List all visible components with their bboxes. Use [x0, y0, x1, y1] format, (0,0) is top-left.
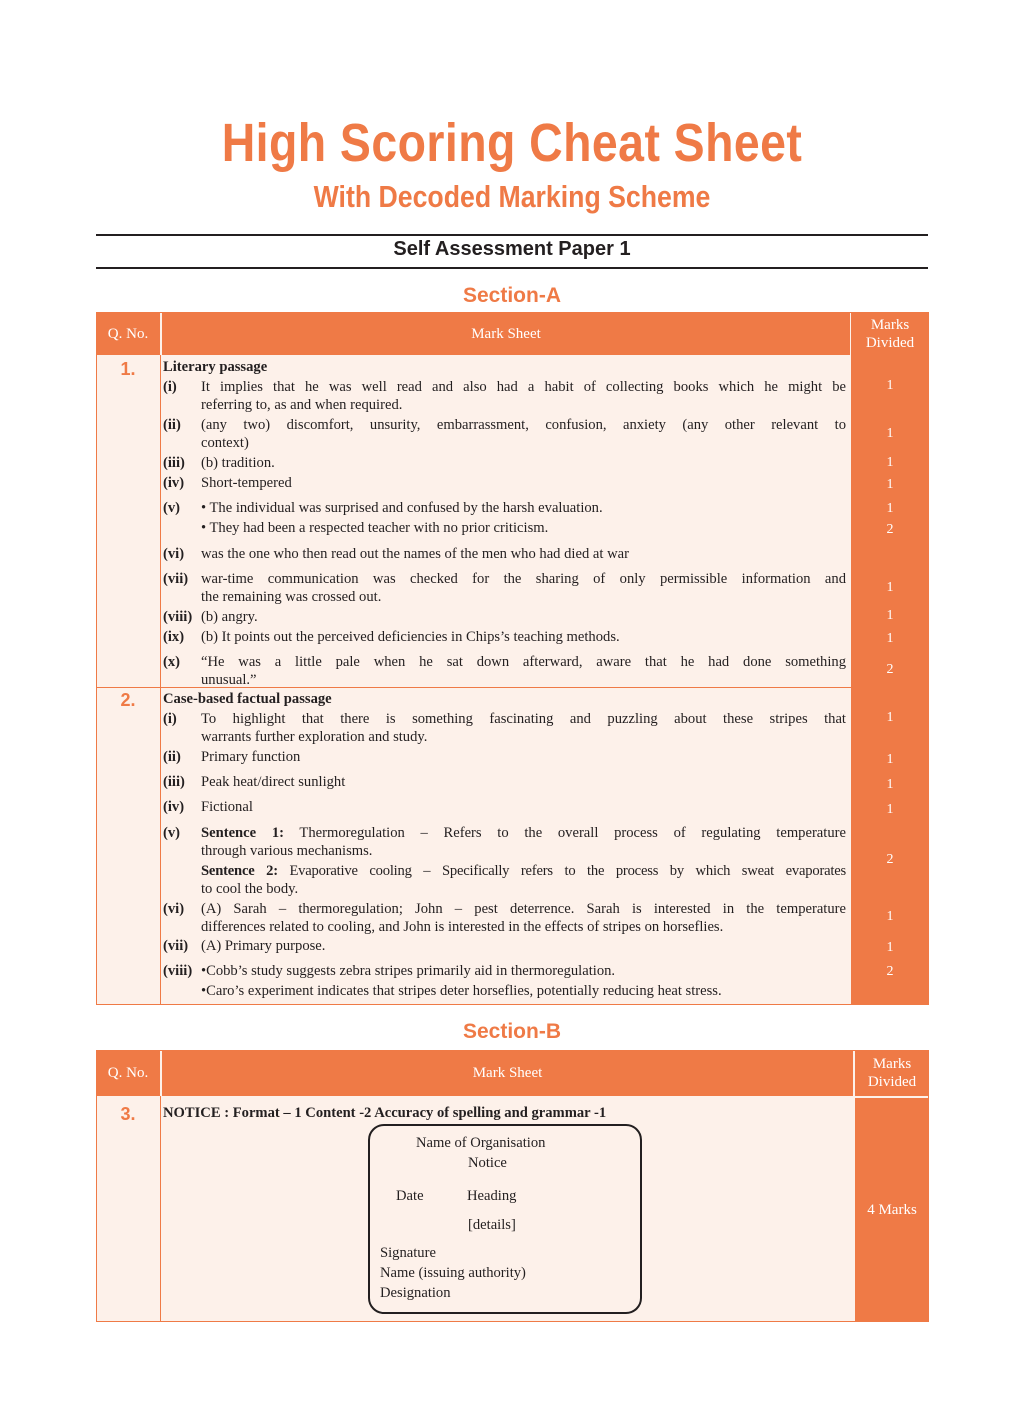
notice-signature: Signature — [380, 1245, 436, 1261]
item-mark: 1 — [886, 378, 894, 393]
question-number: 3. — [120, 1104, 136, 1124]
section-a-heading: Section-A — [462, 284, 561, 307]
marks-divided-header: Marks Divided — [855, 1050, 929, 1096]
qno-header: Q. No. — [96, 1050, 160, 1096]
notice-heading: Heading — [467, 1188, 517, 1204]
item-mark: 2 — [886, 522, 894, 537]
notice-org: Name of Organisation — [416, 1135, 546, 1151]
divider — [160, 355, 161, 1005]
item-text: Peak heat/direct sunlight — [201, 774, 346, 790]
sentence-2-label: Sentence 2: — [201, 863, 278, 879]
section-b-heading: Section-B — [462, 1020, 561, 1043]
item-mark: 1 — [886, 501, 894, 516]
item-text: to cool the body. — [201, 881, 299, 897]
divider — [160, 1096, 161, 1322]
item-number: (i) — [163, 711, 177, 727]
item-number: (ii) — [163, 417, 181, 433]
item-mark: 1 — [886, 426, 894, 441]
item-text: warrants further exploration and study. — [201, 729, 428, 745]
marks-column — [851, 355, 929, 1005]
item-number: (vii) — [163, 938, 189, 954]
item-text: referring to, as and when required. — [201, 397, 403, 413]
item-number: (viii) — [163, 609, 193, 625]
item-mark: 1 — [886, 802, 894, 817]
item-number: (vii) — [163, 571, 189, 587]
q3-marks: 4 Marks — [867, 1202, 917, 1218]
item-mark: 2 — [886, 964, 894, 979]
item-number: (v) — [163, 825, 181, 841]
page-subtitle: With Decoded Marking Scheme — [313, 179, 711, 214]
item-text: Fictional — [201, 799, 253, 815]
notice-title: Notice — [468, 1155, 507, 1171]
question-heading: Literary passage — [163, 359, 268, 375]
top-rule — [96, 234, 928, 236]
item-number: (x) — [163, 654, 181, 670]
item-mark: 1 — [886, 909, 894, 924]
item-text: Thermoregulation – Refers to the overall process of regulating temperature — [283, 825, 846, 841]
item-number: (ix) — [163, 629, 185, 645]
bottom-rule — [96, 267, 928, 269]
item-text: Short-tempered — [201, 475, 292, 491]
item-number: (iv) — [163, 475, 185, 491]
item-number: (iv) — [163, 799, 185, 815]
item-mark: 1 — [886, 710, 894, 725]
sentence-1-label: Sentence 1: — [201, 825, 284, 841]
item-text: context) — [201, 435, 249, 451]
item-text: was the one who then read out the names of the men who had died at war — [201, 546, 629, 562]
item-number: (iii) — [163, 774, 185, 790]
item-text: unusual.” — [201, 672, 257, 688]
item-text: (b) It points out the perceived deficiencies in Chips’s teaching methods. — [201, 629, 620, 645]
paper-title: Self Assessment Paper 1 — [393, 238, 631, 260]
item-text: Evaporative cooling – Specifically refers to the process by which sweat evaporates — [277, 863, 846, 879]
item-mark: 1 — [886, 455, 894, 470]
qno-header: Q. No. — [96, 312, 160, 355]
item-text: Primary function — [201, 749, 301, 765]
item-mark: 2 — [886, 662, 894, 677]
item-mark: 1 — [886, 777, 894, 792]
item-text: war-time communication was checked for the sharing of only permissible information and — [201, 571, 846, 587]
marks-divided-header: Marks Divided — [851, 312, 929, 355]
notice-designation: Designation — [380, 1285, 451, 1301]
item-text: • They had been a respected teacher with no prior criticism. — [201, 520, 549, 536]
item-text: (A) Sarah – thermoregulation; John – pest deterrence. Sarah is interested in the temperature — [201, 901, 846, 917]
notice-marking-scheme: NOTICE : Format – 1 Content -2 Accuracy of spelling and grammar -1 — [163, 1105, 607, 1121]
item-number: (viii) — [163, 963, 193, 979]
notice-date: Date — [396, 1188, 424, 1204]
mark-sheet-header: Mark Sheet — [162, 312, 850, 355]
item-text: (A) Primary purpose. — [201, 938, 326, 954]
question-number: 2. — [120, 690, 136, 710]
notice-name: Name (issuing authority) — [380, 1265, 526, 1281]
page-title: High Scoring Cheat Sheet — [221, 113, 803, 173]
item-text: “He was a little pale when he sat down afterward, aware that he had done something — [201, 654, 846, 670]
item-number: (ii) — [163, 749, 181, 765]
item-mark: 2 — [886, 852, 894, 867]
item-number: (vi) — [163, 901, 185, 917]
item-number: (i) — [163, 379, 177, 395]
mark-sheet-header: Mark Sheet — [162, 1050, 853, 1096]
item-mark: 1 — [886, 477, 894, 492]
item-text: (b) angry. — [201, 609, 258, 625]
item-mark: 1 — [886, 580, 894, 595]
item-mark: 1 — [886, 631, 894, 646]
item-mark: 1 — [886, 940, 894, 955]
item-mark: 1 — [886, 608, 894, 623]
item-text: (any two) discomfort, unsurity, embarrassment, confusion, anxiety (any other relevant to — [201, 417, 846, 433]
item-text: • The individual was surprised and confused by the harsh evaluation. — [201, 500, 603, 516]
item-number: (v) — [163, 500, 181, 516]
item-mark: 1 — [886, 752, 894, 767]
item-text: differences related to cooling, and John is interested in the effects of stripes on horseflies. — [201, 919, 724, 935]
item-number: (iii) — [163, 455, 185, 471]
item-text: To highlight that there is something fascinating and puzzling about these stripes that — [201, 711, 846, 727]
item-text: •Cobb’s study suggests zebra stripes primarily aid in thermoregulation. — [201, 963, 616, 979]
item-number: (vi) — [163, 546, 185, 562]
item-text: the remaining was crossed out. — [201, 589, 382, 605]
item-text: •Caro’s experiment indicates that stripes deter horseflies, potentially reducing heat stress. — [201, 983, 722, 999]
question-heading: Case-based factual passage — [163, 691, 332, 707]
item-text: (b) tradition. — [201, 455, 275, 471]
question-number: 1. — [120, 359, 136, 379]
item-text: It implies that he was well read and also had a habit of collecting books which he might be — [201, 379, 846, 395]
item-text: through various mechanisms. — [201, 843, 373, 859]
notice-details: [details] — [468, 1217, 516, 1233]
